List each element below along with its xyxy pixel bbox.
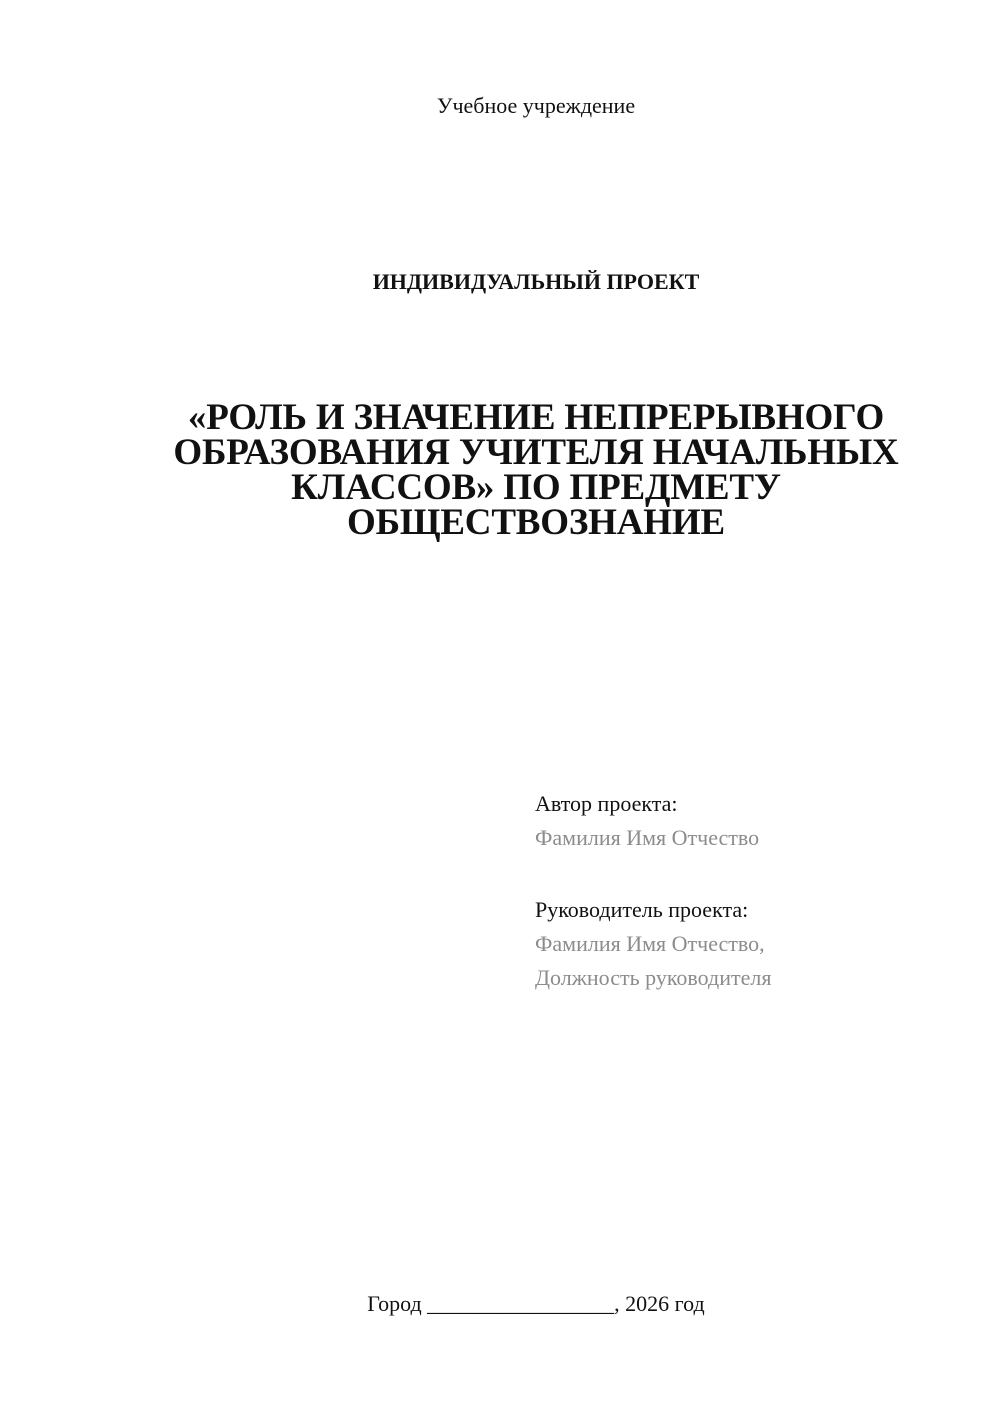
city-year-line: Город _________________, 2026 год (367, 1291, 705, 1316)
project-title-line: ОБРАЗОВАНИЯ УЧИТЕЛЯ НАЧАЛЬНЫХ (173, 432, 899, 473)
supervisor-name-placeholder: Фамилия Имя Отчество, (535, 931, 765, 956)
author-label: Автор проекта: (535, 791, 678, 816)
institution-name: Учебное учреждение (436, 93, 636, 118)
project-title (130, 397, 942, 543)
project-title-line: ОБЩЕСТВОЗНАНИЕ (347, 502, 725, 543)
project-title-line: КЛАССОВ» ПО ПРЕДМЕТУ (291, 467, 781, 508)
project-title-line: «РОЛЬ И ЗНАЧЕНИЕ НЕПРЕРЫВНОГО (187, 397, 885, 438)
supervisor-position-placeholder: Должность руководителя (535, 965, 772, 990)
supervisor-label: Руководитель проекта: (535, 897, 749, 922)
project-type-heading: ИНДИВИДУАЛЬНЫЙ ПРОЕКТ (372, 269, 700, 294)
author-name-placeholder: Фамилия Имя Отчество (535, 825, 760, 850)
author-block (535, 787, 975, 855)
supervisor-block (535, 893, 975, 995)
